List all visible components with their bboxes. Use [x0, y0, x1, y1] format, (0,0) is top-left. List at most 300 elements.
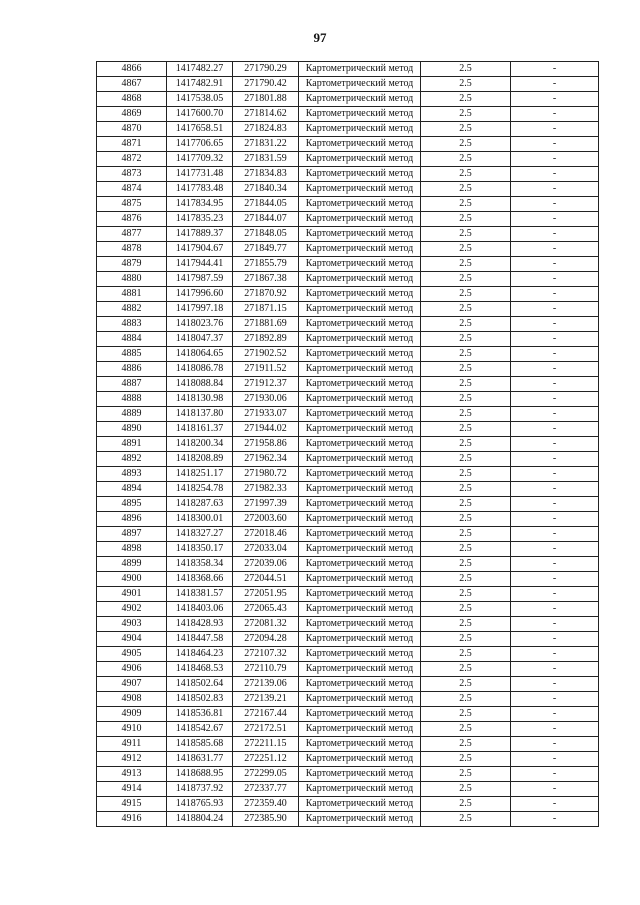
accuracy-cell: 2.5 — [421, 602, 511, 617]
table-row — [97, 122, 599, 137]
table-row — [97, 347, 599, 362]
page-number: 97 — [313, 30, 327, 45]
x-coordinate-cell: 1418254.78 — [167, 482, 233, 497]
x-coordinate-cell: 1418358.34 — [167, 557, 233, 572]
method-cell: Картометрический метод — [299, 182, 421, 197]
table-row — [97, 77, 599, 92]
method-cell: Картометрический метод — [299, 602, 421, 617]
table-row — [97, 92, 599, 107]
x-coordinate-cell: 1418631.77 — [167, 752, 233, 767]
note-cell: - — [511, 122, 599, 137]
accuracy-cell: 2.5 — [421, 362, 511, 377]
note-cell: - — [511, 692, 599, 707]
note-cell: - — [511, 257, 599, 272]
y-coordinate-cell: 272033.04 — [233, 542, 299, 557]
x-coordinate-cell: 1417706.65 — [167, 137, 233, 152]
note-cell: - — [511, 437, 599, 452]
table-row — [97, 632, 599, 647]
y-coordinate-cell: 272065.43 — [233, 602, 299, 617]
point-number-cell: 4896 — [97, 512, 167, 527]
table-row — [97, 662, 599, 677]
point-number-cell: 4915 — [97, 797, 167, 812]
note-cell: - — [511, 392, 599, 407]
point-number-cell: 4886 — [97, 362, 167, 377]
method-cell: Картометрический метод — [299, 212, 421, 227]
method-cell: Картометрический метод — [299, 767, 421, 782]
x-coordinate-cell: 1418464.23 — [167, 647, 233, 662]
y-coordinate-cell: 271962.34 — [233, 452, 299, 467]
y-coordinate-cell: 272094.28 — [233, 632, 299, 647]
y-coordinate-cell: 271881.69 — [233, 317, 299, 332]
method-cell: Картометрический метод — [299, 77, 421, 92]
note-cell: - — [511, 422, 599, 437]
method-cell: Картометрический метод — [299, 122, 421, 137]
method-cell: Картометрический метод — [299, 242, 421, 257]
accuracy-cell: 2.5 — [421, 767, 511, 782]
method-cell: Картометрический метод — [299, 377, 421, 392]
note-cell: - — [511, 587, 599, 602]
note-cell: - — [511, 782, 599, 797]
method-cell: Картометрический метод — [299, 707, 421, 722]
note-cell: - — [511, 632, 599, 647]
accuracy-cell: 2.5 — [421, 317, 511, 332]
x-coordinate-cell: 1417834.95 — [167, 197, 233, 212]
accuracy-cell: 2.5 — [421, 497, 511, 512]
y-coordinate-cell: 271844.05 — [233, 197, 299, 212]
method-cell: Картометрический метод — [299, 92, 421, 107]
point-number-cell: 4899 — [97, 557, 167, 572]
accuracy-cell: 2.5 — [421, 347, 511, 362]
table-row — [97, 167, 599, 182]
accuracy-cell: 2.5 — [421, 407, 511, 422]
x-coordinate-cell: 1417997.18 — [167, 302, 233, 317]
x-coordinate-cell: 1418327.27 — [167, 527, 233, 542]
method-cell: Картометрический метод — [299, 152, 421, 167]
method-cell: Картометрический метод — [299, 302, 421, 317]
point-number-cell: 4895 — [97, 497, 167, 512]
point-number-cell: 4910 — [97, 722, 167, 737]
x-coordinate-cell: 1418447.58 — [167, 632, 233, 647]
point-number-cell: 4881 — [97, 287, 167, 302]
x-coordinate-cell: 1418765.93 — [167, 797, 233, 812]
method-cell: Картометрический метод — [299, 137, 421, 152]
x-coordinate-cell: 1418542.67 — [167, 722, 233, 737]
point-number-cell: 4887 — [97, 377, 167, 392]
note-cell: - — [511, 197, 599, 212]
accuracy-cell: 2.5 — [421, 542, 511, 557]
x-coordinate-cell: 1417482.91 — [167, 77, 233, 92]
point-number-cell: 4867 — [97, 77, 167, 92]
table-row — [97, 647, 599, 662]
y-coordinate-cell: 272039.06 — [233, 557, 299, 572]
accuracy-cell: 2.5 — [421, 212, 511, 227]
x-coordinate-cell: 1417889.37 — [167, 227, 233, 242]
accuracy-cell: 2.5 — [421, 77, 511, 92]
table-row — [97, 392, 599, 407]
accuracy-cell: 2.5 — [421, 422, 511, 437]
table-row — [97, 137, 599, 152]
table-row — [97, 707, 599, 722]
y-coordinate-cell: 271790.42 — [233, 77, 299, 92]
method-cell: Картометрический метод — [299, 317, 421, 332]
coordinates-table-body — [97, 62, 599, 827]
point-number-cell: 4903 — [97, 617, 167, 632]
method-cell: Картометрический метод — [299, 557, 421, 572]
note-cell: - — [511, 512, 599, 527]
table-row — [97, 797, 599, 812]
accuracy-cell: 2.5 — [421, 737, 511, 752]
note-cell: - — [511, 797, 599, 812]
table-row — [97, 782, 599, 797]
note-cell: - — [511, 647, 599, 662]
point-number-cell: 4873 — [97, 167, 167, 182]
point-number-cell: 4906 — [97, 662, 167, 677]
note-cell: - — [511, 602, 599, 617]
accuracy-cell: 2.5 — [421, 632, 511, 647]
point-number-cell: 4909 — [97, 707, 167, 722]
y-coordinate-cell: 272211.15 — [233, 737, 299, 752]
table-row — [97, 482, 599, 497]
y-coordinate-cell: 271933.07 — [233, 407, 299, 422]
method-cell: Картометрический метод — [299, 692, 421, 707]
method-cell: Картометрический метод — [299, 812, 421, 827]
point-number-cell: 4890 — [97, 422, 167, 437]
x-coordinate-cell: 1418300.01 — [167, 512, 233, 527]
point-number-cell: 4878 — [97, 242, 167, 257]
note-cell: - — [511, 407, 599, 422]
accuracy-cell: 2.5 — [421, 137, 511, 152]
method-cell: Картометрический метод — [299, 782, 421, 797]
y-coordinate-cell: 271848.05 — [233, 227, 299, 242]
table-row — [97, 572, 599, 587]
accuracy-cell: 2.5 — [421, 692, 511, 707]
point-number-cell: 4908 — [97, 692, 167, 707]
x-coordinate-cell: 1417600.70 — [167, 107, 233, 122]
x-coordinate-cell: 1418368.66 — [167, 572, 233, 587]
accuracy-cell: 2.5 — [421, 512, 511, 527]
y-coordinate-cell: 271849.77 — [233, 242, 299, 257]
x-coordinate-cell: 1417538.05 — [167, 92, 233, 107]
accuracy-cell: 2.5 — [421, 572, 511, 587]
note-cell: - — [511, 737, 599, 752]
x-coordinate-cell: 1418381.57 — [167, 587, 233, 602]
table-row — [97, 767, 599, 782]
accuracy-cell: 2.5 — [421, 527, 511, 542]
point-number-cell: 4872 — [97, 152, 167, 167]
method-cell: Картометрический метод — [299, 332, 421, 347]
note-cell: - — [511, 467, 599, 482]
x-coordinate-cell: 1418161.37 — [167, 422, 233, 437]
x-coordinate-cell: 1418200.34 — [167, 437, 233, 452]
point-number-cell: 4884 — [97, 332, 167, 347]
note-cell: - — [511, 317, 599, 332]
accuracy-cell: 2.5 — [421, 797, 511, 812]
note-cell: - — [511, 707, 599, 722]
point-number-cell: 4885 — [97, 347, 167, 362]
note-cell: - — [511, 302, 599, 317]
y-coordinate-cell: 271912.37 — [233, 377, 299, 392]
point-number-cell: 4882 — [97, 302, 167, 317]
table-row — [97, 497, 599, 512]
point-number-cell: 4883 — [97, 317, 167, 332]
x-coordinate-cell: 1417709.32 — [167, 152, 233, 167]
method-cell: Картометрический метод — [299, 662, 421, 677]
y-coordinate-cell: 272337.77 — [233, 782, 299, 797]
point-number-cell: 4894 — [97, 482, 167, 497]
y-coordinate-cell: 272359.40 — [233, 797, 299, 812]
accuracy-cell: 2.5 — [421, 122, 511, 137]
table-row — [97, 257, 599, 272]
accuracy-cell: 2.5 — [421, 392, 511, 407]
method-cell: Картометрический метод — [299, 62, 421, 77]
point-number-cell: 4891 — [97, 437, 167, 452]
y-coordinate-cell: 271834.83 — [233, 167, 299, 182]
method-cell: Картометрический метод — [299, 452, 421, 467]
table-row — [97, 452, 599, 467]
table-row — [97, 557, 599, 572]
y-coordinate-cell: 271870.92 — [233, 287, 299, 302]
note-cell: - — [511, 107, 599, 122]
y-coordinate-cell: 271982.33 — [233, 482, 299, 497]
y-coordinate-cell: 272139.21 — [233, 692, 299, 707]
method-cell: Картометрический метод — [299, 677, 421, 692]
table-row — [97, 692, 599, 707]
note-cell: - — [511, 557, 599, 572]
y-coordinate-cell: 272003.60 — [233, 512, 299, 527]
y-coordinate-cell: 271892.89 — [233, 332, 299, 347]
note-cell: - — [511, 77, 599, 92]
table-row — [97, 722, 599, 737]
x-coordinate-cell: 1417996.60 — [167, 287, 233, 302]
table-row — [97, 362, 599, 377]
note-cell: - — [511, 452, 599, 467]
y-coordinate-cell: 271814.62 — [233, 107, 299, 122]
note-cell: - — [511, 347, 599, 362]
method-cell: Картометрический метод — [299, 272, 421, 287]
y-coordinate-cell: 272385.90 — [233, 812, 299, 827]
accuracy-cell: 2.5 — [421, 437, 511, 452]
x-coordinate-cell: 1418403.06 — [167, 602, 233, 617]
note-cell: - — [511, 377, 599, 392]
x-coordinate-cell: 1418468.53 — [167, 662, 233, 677]
point-number-cell: 4897 — [97, 527, 167, 542]
y-coordinate-cell: 271867.38 — [233, 272, 299, 287]
method-cell: Картометрический метод — [299, 467, 421, 482]
point-number-cell: 4874 — [97, 182, 167, 197]
x-coordinate-cell: 1418804.24 — [167, 812, 233, 827]
x-coordinate-cell: 1418502.83 — [167, 692, 233, 707]
method-cell: Картометрический метод — [299, 737, 421, 752]
x-coordinate-cell: 1418137.80 — [167, 407, 233, 422]
y-coordinate-cell: 271824.83 — [233, 122, 299, 137]
table-row — [97, 737, 599, 752]
x-coordinate-cell: 1417731.48 — [167, 167, 233, 182]
accuracy-cell: 2.5 — [421, 482, 511, 497]
method-cell: Картометрический метод — [299, 287, 421, 302]
accuracy-cell: 2.5 — [421, 467, 511, 482]
note-cell: - — [511, 617, 599, 632]
table-row — [97, 317, 599, 332]
y-coordinate-cell: 271844.07 — [233, 212, 299, 227]
x-coordinate-cell: 1417904.67 — [167, 242, 233, 257]
accuracy-cell: 2.5 — [421, 257, 511, 272]
point-number-cell: 4914 — [97, 782, 167, 797]
x-coordinate-cell: 1418585.68 — [167, 737, 233, 752]
method-cell: Картометрический метод — [299, 752, 421, 767]
y-coordinate-cell: 271902.52 — [233, 347, 299, 362]
accuracy-cell: 2.5 — [421, 707, 511, 722]
x-coordinate-cell: 1418428.93 — [167, 617, 233, 632]
table-row — [97, 677, 599, 692]
accuracy-cell: 2.5 — [421, 107, 511, 122]
x-coordinate-cell: 1418064.65 — [167, 347, 233, 362]
accuracy-cell: 2.5 — [421, 197, 511, 212]
y-coordinate-cell: 271855.79 — [233, 257, 299, 272]
accuracy-cell: 2.5 — [421, 272, 511, 287]
x-coordinate-cell: 1418088.84 — [167, 377, 233, 392]
accuracy-cell: 2.5 — [421, 722, 511, 737]
method-cell: Картометрический метод — [299, 572, 421, 587]
x-coordinate-cell: 1418502.64 — [167, 677, 233, 692]
table-row — [97, 407, 599, 422]
note-cell: - — [511, 572, 599, 587]
y-coordinate-cell: 272299.05 — [233, 767, 299, 782]
x-coordinate-cell: 1418208.89 — [167, 452, 233, 467]
y-coordinate-cell: 271790.29 — [233, 62, 299, 77]
accuracy-cell: 2.5 — [421, 62, 511, 77]
table-row — [97, 377, 599, 392]
method-cell: Картометрический метод — [299, 422, 421, 437]
note-cell: - — [511, 92, 599, 107]
x-coordinate-cell: 1418023.76 — [167, 317, 233, 332]
y-coordinate-cell: 271958.86 — [233, 437, 299, 452]
y-coordinate-cell: 272107.32 — [233, 647, 299, 662]
table-row — [97, 197, 599, 212]
point-number-cell: 4880 — [97, 272, 167, 287]
y-coordinate-cell: 271911.52 — [233, 362, 299, 377]
method-cell: Картометрический метод — [299, 632, 421, 647]
method-cell: Картометрический метод — [299, 647, 421, 662]
accuracy-cell: 2.5 — [421, 302, 511, 317]
method-cell: Картометрический метод — [299, 542, 421, 557]
x-coordinate-cell: 1417783.48 — [167, 182, 233, 197]
y-coordinate-cell: 272044.51 — [233, 572, 299, 587]
table-row — [97, 152, 599, 167]
x-coordinate-cell: 1418737.92 — [167, 782, 233, 797]
accuracy-cell: 2.5 — [421, 287, 511, 302]
y-coordinate-cell: 271831.22 — [233, 137, 299, 152]
y-coordinate-cell: 272081.32 — [233, 617, 299, 632]
point-number-cell: 4871 — [97, 137, 167, 152]
note-cell: - — [511, 167, 599, 182]
point-number-cell: 4889 — [97, 407, 167, 422]
method-cell: Картометрический метод — [299, 107, 421, 122]
accuracy-cell: 2.5 — [421, 587, 511, 602]
x-coordinate-cell: 1418536.81 — [167, 707, 233, 722]
note-cell: - — [511, 242, 599, 257]
table-row — [97, 182, 599, 197]
table-row — [97, 602, 599, 617]
note-cell: - — [511, 362, 599, 377]
point-number-cell: 4901 — [97, 587, 167, 602]
method-cell: Картометрический метод — [299, 527, 421, 542]
table-row — [97, 512, 599, 527]
point-number-cell: 4888 — [97, 392, 167, 407]
table-row — [97, 422, 599, 437]
point-number-cell: 4875 — [97, 197, 167, 212]
x-coordinate-cell: 1418350.17 — [167, 542, 233, 557]
note-cell: - — [511, 272, 599, 287]
y-coordinate-cell: 271944.02 — [233, 422, 299, 437]
note-cell: - — [511, 332, 599, 347]
y-coordinate-cell: 271831.59 — [233, 152, 299, 167]
note-cell: - — [511, 662, 599, 677]
note-cell: - — [511, 212, 599, 227]
point-number-cell: 4866 — [97, 62, 167, 77]
point-number-cell: 4907 — [97, 677, 167, 692]
accuracy-cell: 2.5 — [421, 782, 511, 797]
method-cell: Картометрический метод — [299, 347, 421, 362]
note-cell: - — [511, 137, 599, 152]
table-row — [97, 302, 599, 317]
y-coordinate-cell: 271997.39 — [233, 497, 299, 512]
table-row — [97, 467, 599, 482]
accuracy-cell: 2.5 — [421, 92, 511, 107]
point-number-cell: 4892 — [97, 452, 167, 467]
table-row — [97, 272, 599, 287]
point-number-cell: 4913 — [97, 767, 167, 782]
y-coordinate-cell: 272018.46 — [233, 527, 299, 542]
table-row — [97, 242, 599, 257]
x-coordinate-cell: 1418688.95 — [167, 767, 233, 782]
method-cell: Картометрический метод — [299, 587, 421, 602]
method-cell: Картометрический метод — [299, 482, 421, 497]
table-row — [97, 107, 599, 122]
table-row — [97, 212, 599, 227]
point-number-cell: 4902 — [97, 602, 167, 617]
x-coordinate-cell: 1418130.98 — [167, 392, 233, 407]
table-row — [97, 617, 599, 632]
x-coordinate-cell: 1418251.17 — [167, 467, 233, 482]
method-cell: Картометрический метод — [299, 797, 421, 812]
method-cell: Картометрический метод — [299, 392, 421, 407]
method-cell: Картометрический метод — [299, 497, 421, 512]
y-coordinate-cell: 272051.95 — [233, 587, 299, 602]
point-number-cell: 4876 — [97, 212, 167, 227]
note-cell: - — [511, 482, 599, 497]
point-number-cell: 4870 — [97, 122, 167, 137]
y-coordinate-cell: 271840.34 — [233, 182, 299, 197]
table-row — [97, 587, 599, 602]
point-number-cell: 4912 — [97, 752, 167, 767]
x-coordinate-cell: 1417658.51 — [167, 122, 233, 137]
y-coordinate-cell: 272167.44 — [233, 707, 299, 722]
accuracy-cell: 2.5 — [421, 152, 511, 167]
method-cell: Картометрический метод — [299, 617, 421, 632]
method-cell: Картометрический метод — [299, 722, 421, 737]
accuracy-cell: 2.5 — [421, 167, 511, 182]
x-coordinate-cell: 1417835.23 — [167, 212, 233, 227]
x-coordinate-cell: 1418287.63 — [167, 497, 233, 512]
table-row — [97, 812, 599, 827]
method-cell: Картометрический метод — [299, 437, 421, 452]
point-number-cell: 4904 — [97, 632, 167, 647]
y-coordinate-cell: 271930.06 — [233, 392, 299, 407]
accuracy-cell: 2.5 — [421, 227, 511, 242]
method-cell: Картометрический метод — [299, 167, 421, 182]
table-row — [97, 542, 599, 557]
y-coordinate-cell: 272110.79 — [233, 662, 299, 677]
